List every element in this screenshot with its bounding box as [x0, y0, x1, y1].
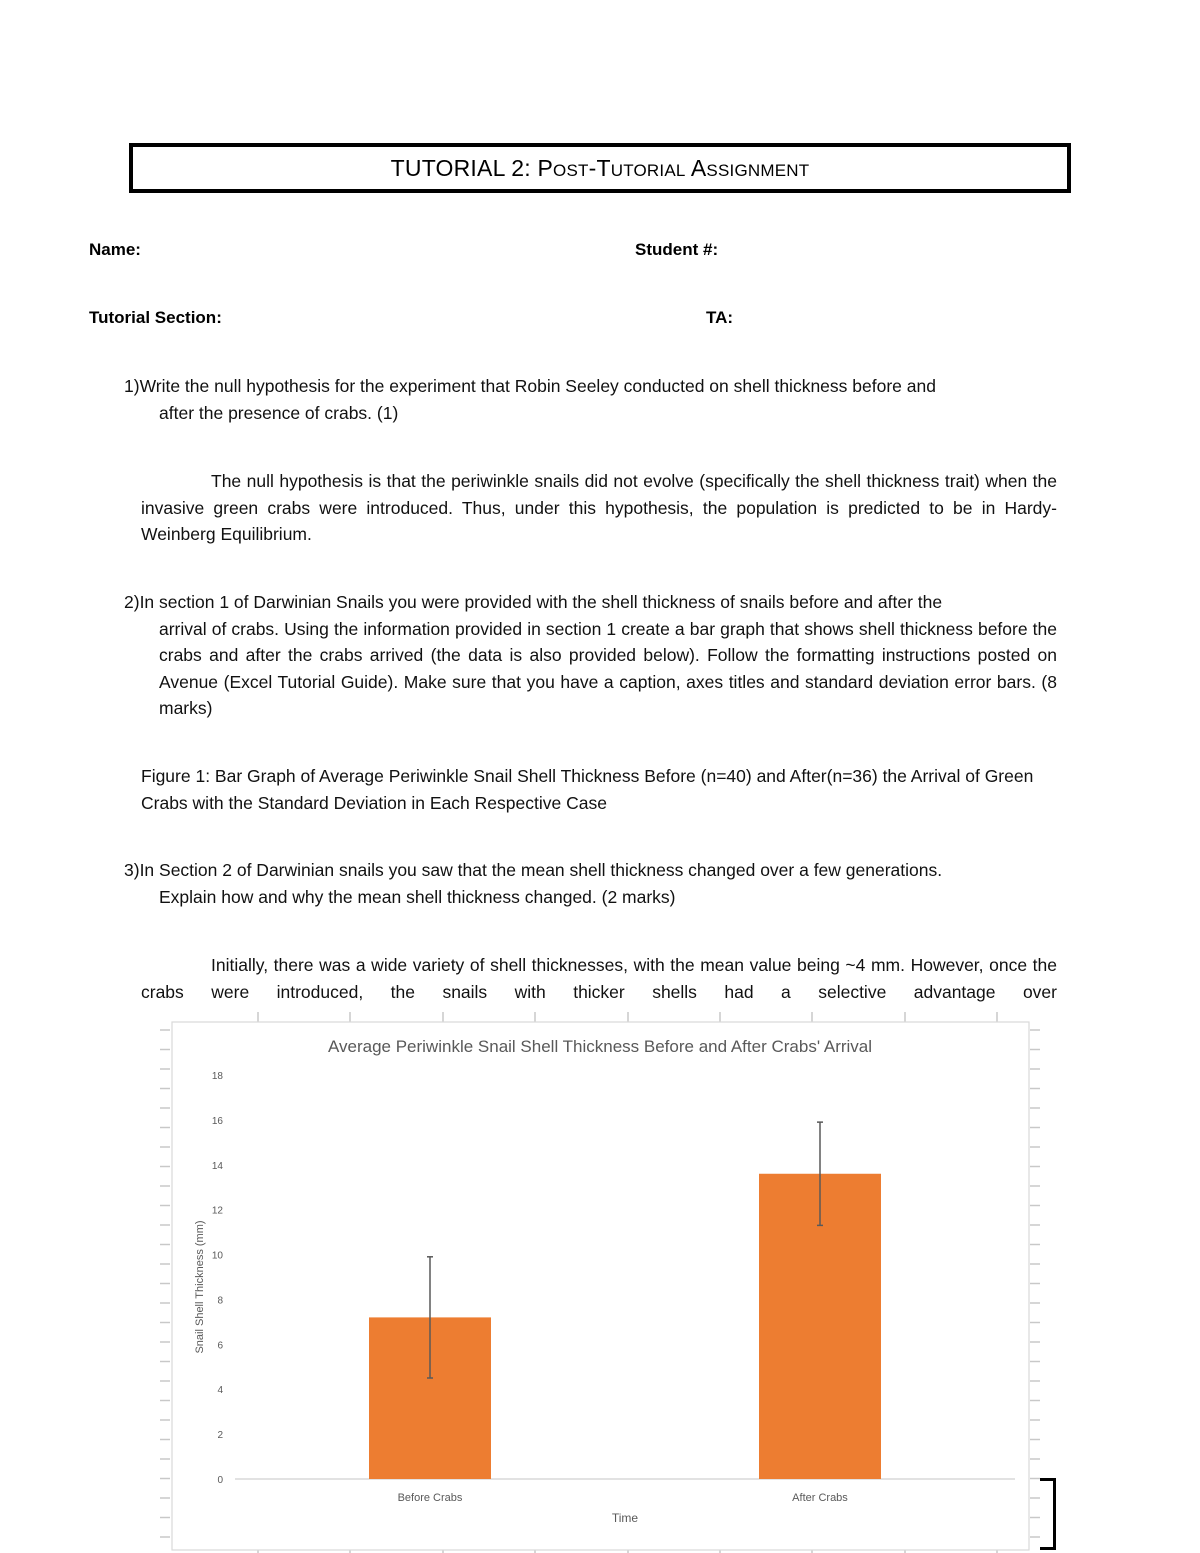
- chart-title: Average Periwinkle Snail Shell Thickness Before and After Crabs' Arrival: [327, 1037, 873, 1056]
- chart-frame: [172, 1022, 1029, 1550]
- question-2-number: 2): [124, 592, 140, 612]
- x-tick-label: After Crabs: [792, 1492, 848, 1504]
- question-1-line1: Write the null hypothesis for the experiment that Robin Seeley conducted on shell thickness before and: [139, 376, 936, 396]
- question-3-number: 3): [124, 860, 140, 880]
- y-tick-label: 10: [211, 1250, 223, 1262]
- bracket-mark: [1040, 1478, 1056, 1550]
- x-axis-title: Time: [611, 1511, 639, 1525]
- y-tick-label: 16: [211, 1115, 223, 1127]
- tutorial-section-label: Tutorial Section:: [89, 308, 222, 327]
- y-axis-title: Snail Shell Thickness (mm): [194, 1220, 206, 1354]
- title-main: TUTORIAL 2:: [390, 154, 538, 181]
- y-tick-label: 0: [217, 1475, 223, 1486]
- answer-1: The null hypothesis is that the periwinkle snails did not evolve (specifically the shell thickness trait) when the invasive green crabs were introduced. Thus, under this hypothesis, the population is predicted to be in Hardy-Weinberg Equilibrium.: [141, 471, 1057, 544]
- question-2-rest: arrival of crabs. Using the information provided in section 1 create a bar graph that shows shell thickness before the crabs and after the crabs arrived (the data is also provided below). Follow the formatting instructions posted on Avenue (Excel Tutorial Guide). Make sure that you have a caption, axes titles and standard deviation error bars. (8 marks): [159, 618, 1057, 718]
- y-tick-label: 2: [217, 1430, 223, 1442]
- answer-3: Initially, there was a wide variety of shell thicknesses, with the mean value being ~4 mm. However, once the crabs were introduced, the snails with thicker shells had a selective advantage over: [141, 955, 1057, 1002]
- name-label: Name:: [89, 240, 141, 259]
- figure-caption: Figure 1: Bar Graph of Average Periwinkle Snail Shell Thickness Before (n=40) and After(n=36) the Arrival of Green Crabs with the Standard Deviation in Each Respective Case: [141, 766, 1034, 813]
- page-title: [391, 155, 810, 182]
- y-tick-label: 4: [217, 1385, 223, 1397]
- question-2: [124, 589, 1057, 722]
- question-1: [124, 373, 1057, 426]
- y-tick-label: 12: [211, 1205, 223, 1217]
- question-1-line2: after the presence of crabs. (1): [159, 402, 399, 423]
- question-3-line2: Explain how and why the mean shell thickness changed. (2 marks): [159, 886, 676, 907]
- title-box: [129, 143, 1071, 193]
- x-tick-label: Before Crabs: [397, 1492, 463, 1504]
- ta-label: TA:: [706, 308, 734, 327]
- student-number-label: Student #:: [635, 240, 719, 259]
- question-3-line1: In Section 2 of Darwinian snails you saw that the mean shell thickness changed over a few generations.: [139, 860, 943, 880]
- chart-area: [160, 1010, 1040, 1553]
- question-2-line1: In section 1 of Darwinian Snails you were provided with the shell thickness of snails before and after the: [139, 592, 943, 612]
- y-tick-label: 14: [211, 1160, 223, 1172]
- title-rest: POST-TUTORIAL ASSIGNMENT: [537, 154, 810, 181]
- y-tick-label: 18: [211, 1071, 223, 1082]
- bar-chart: [160, 1010, 1040, 1553]
- question-1-number: 1): [124, 376, 140, 396]
- y-tick-label: 8: [217, 1295, 223, 1307]
- y-tick-label: 6: [217, 1340, 223, 1352]
- question-3: [124, 857, 1057, 910]
